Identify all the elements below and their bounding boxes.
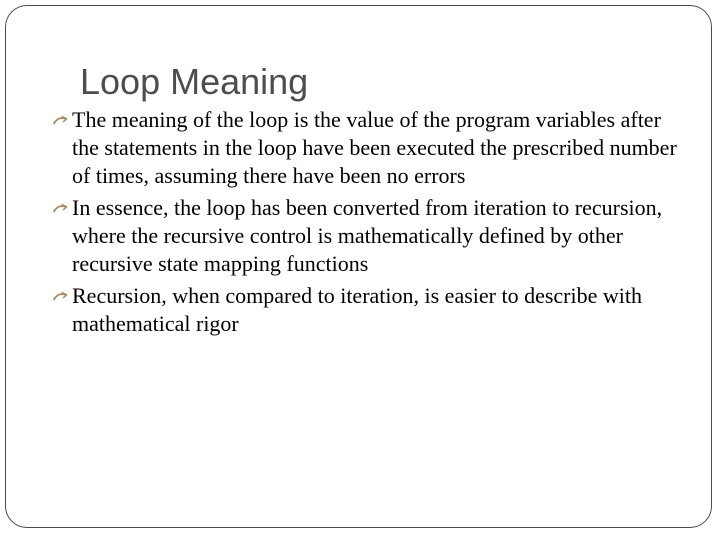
bullet-item xyxy=(52,194,692,278)
slide-title: Loop Meaning xyxy=(80,61,309,102)
curved-arrow-bullet-icon xyxy=(52,106,71,134)
bullet-text: In essence, the loop has been converted from iteration to recursion, where the recursive control is mathematically defined by other recursive state mapping functions xyxy=(72,195,663,276)
curved-arrow-bullet-icon xyxy=(52,282,71,310)
bullet-text: The meaning of the loop is the value of the program variables after the statements in the loop have been executed the prescribed number of times, assuming there have been no errors xyxy=(72,107,677,188)
bullet-list xyxy=(52,106,692,342)
curved-arrow-bullet-icon xyxy=(52,194,71,222)
bullet-item xyxy=(52,282,692,338)
bullet-text: Recursion, when compared to iteration, is easier to describe with mathematical rigor xyxy=(72,283,642,336)
bullet-item xyxy=(52,106,692,190)
